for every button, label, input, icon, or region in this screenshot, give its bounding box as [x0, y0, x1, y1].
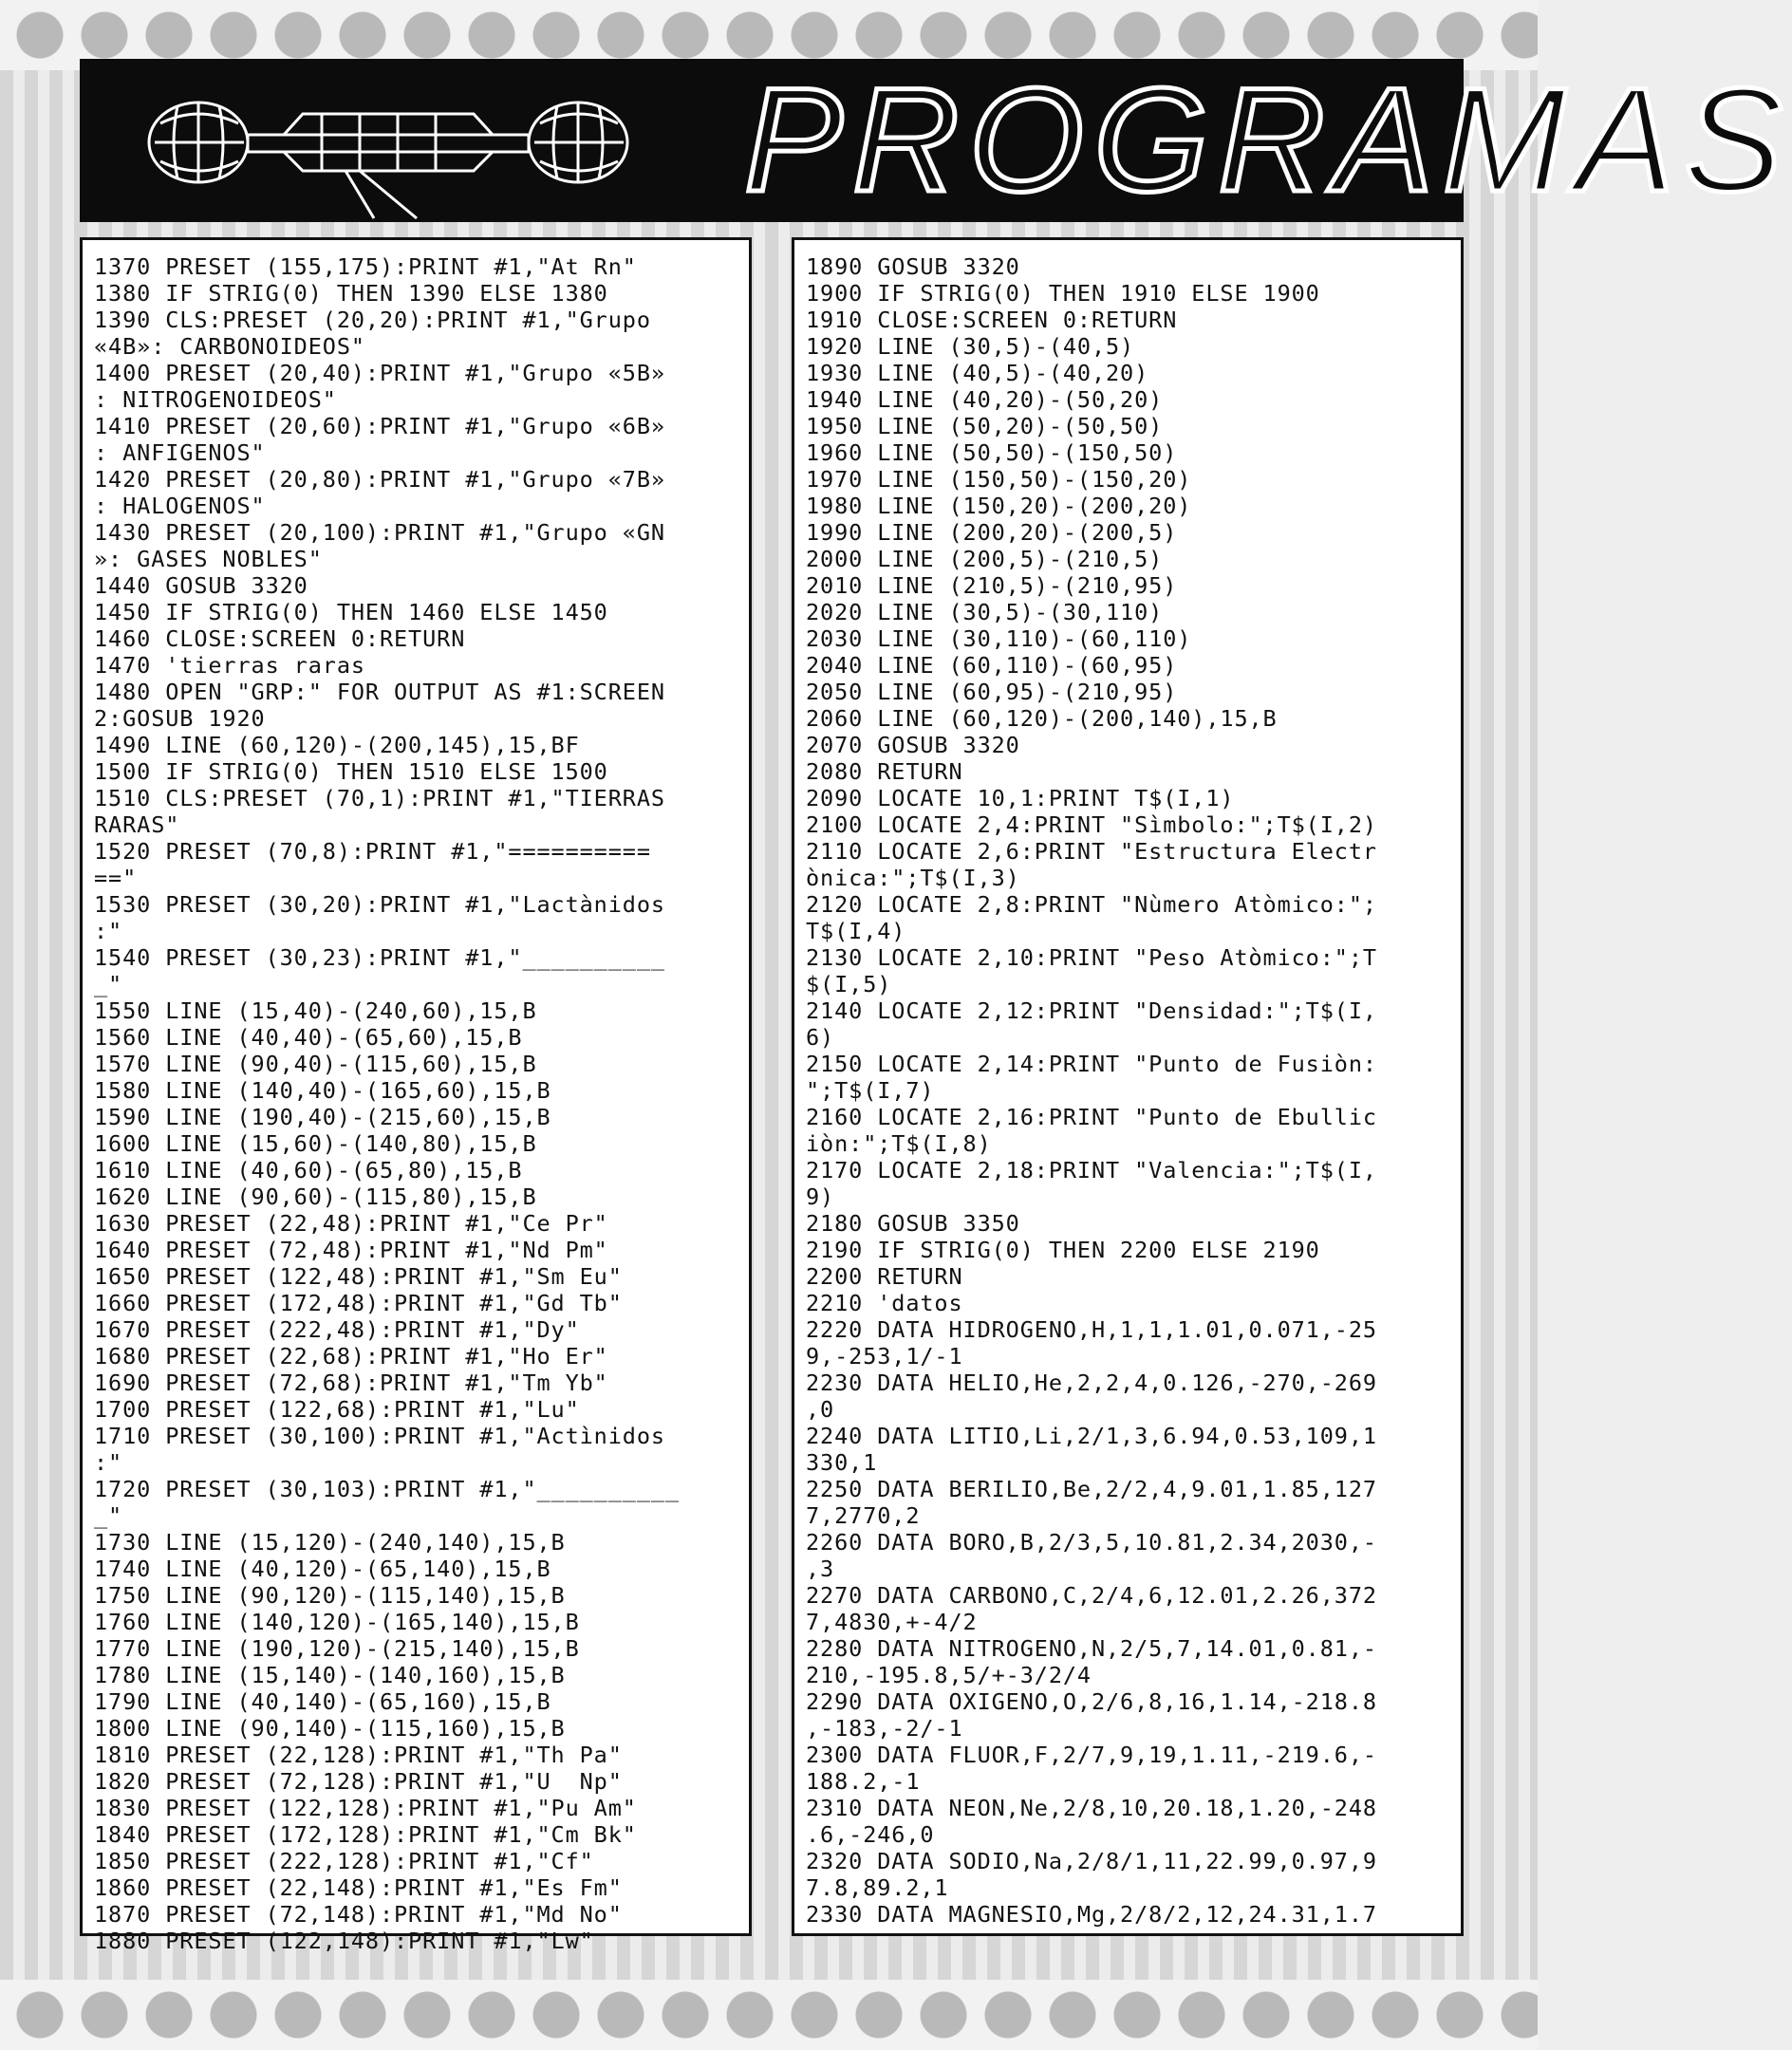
code-line: 1720 PRESET (30,103):PRINT #1,"__________ [94, 1476, 680, 1502]
code-line: 2290 DATA OXIGENO,O,2/6,8,16,1.14,-218.8 [806, 1688, 1377, 1715]
banner-title: PROGRAMAS [744, 58, 1792, 223]
code-line: 2070 GOSUB 3320 [806, 732, 1020, 758]
code-line: 2050 LINE (60,95)-(210,95) [806, 679, 1178, 705]
code-line: 1960 LINE (50,50)-(150,50) [806, 439, 1178, 466]
code-line: 2130 LOCATE 2,10:PRINT "Peso Atòmico:";T [806, 944, 1377, 971]
code-line: 1550 LINE (15,40)-(240,60),15,B [94, 997, 537, 1024]
code-line: 1970 LINE (150,50)-(150,20) [806, 466, 1192, 493]
code-line: 210,-195.8,5/+-3/2/4 [806, 1662, 1092, 1688]
code-line: RARAS" [94, 811, 180, 838]
code-line: 1860 PRESET (22,148):PRINT #1,"Es Fm" [94, 1874, 623, 1901]
code-line: 2220 DATA HIDROGENO,H,1,1,1.01,0.071,-25 [806, 1316, 1377, 1343]
code-line: 1690 PRESET (72,68):PRINT #1,"Tm Yb" [94, 1370, 608, 1396]
code-line: 1480 OPEN "GRP:" FOR OUTPUT AS #1:SCREEN [94, 679, 665, 705]
code-line: :" [94, 918, 123, 944]
code-line: 2150 LOCATE 2,14:PRINT "Punto de Fusiòn: [806, 1051, 1377, 1077]
code-line: 1470 'tierras raras [94, 652, 365, 679]
code-line: ,-183,-2/-1 [806, 1715, 963, 1742]
code-line: 1600 LINE (15,60)-(140,80),15,B [94, 1130, 537, 1157]
listing-column-right [792, 237, 1464, 1936]
code-line: 1700 PRESET (122,68):PRINT #1,"Lu" [94, 1396, 580, 1423]
code-line: 1850 PRESET (222,128):PRINT #1,"Cf" [94, 1848, 594, 1874]
header-banner [80, 58, 1792, 223]
code-line: ,3 [806, 1556, 835, 1582]
code-line: 7.8,89.2,1 [806, 1874, 949, 1901]
code-line: 2310 DATA NEON,Ne,2/8,10,20.18,1.20,-248 [806, 1795, 1377, 1821]
code-line: 1490 LINE (60,120)-(200,145),15,BF [94, 732, 580, 758]
code-line: 2160 LOCATE 2,16:PRINT "Punto de Ebullic [806, 1104, 1377, 1130]
code-line: 330,1 [806, 1449, 878, 1476]
code-line: 1990 LINE (200,20)-(200,5) [806, 519, 1178, 546]
code-line: : ANFIGENOS" [94, 439, 266, 466]
code-line: 9) [806, 1183, 835, 1210]
code-line: 1410 PRESET (20,60):PRINT #1,"Grupo «6B» [94, 413, 665, 439]
code-line: 2080 RETURN [806, 758, 963, 785]
code-line: 2040 LINE (60,110)-(60,95) [806, 652, 1178, 679]
code-line: 1440 GOSUB 3320 [94, 572, 308, 599]
code-line: 2330 DATA MAGNESIO,Mg,2/8/2,12,24.31,1.7 [806, 1901, 1377, 1928]
code-line: 2020 LINE (30,5)-(30,110) [806, 599, 1164, 625]
code-line: 1460 CLOSE:SCREEN 0:RETURN [94, 625, 466, 652]
code-line: 1680 PRESET (22,68):PRINT #1,"Ho Er" [94, 1343, 608, 1370]
code-line: 1840 PRESET (172,128):PRINT #1,"Cm Bk" [94, 1821, 637, 1848]
code-line: 7,4830,+-4/2 [806, 1609, 978, 1635]
code-line: 1740 LINE (40,120)-(65,140),15,B [94, 1556, 551, 1582]
code-line: 1710 PRESET (30,100):PRINT #1,"Actìnidos [94, 1423, 665, 1449]
code-line: 1890 GOSUB 3320 [806, 253, 1020, 280]
code-line: 2140 LOCATE 2,12:PRINT "Densidad:";T$(I, [806, 997, 1377, 1024]
code-line: 2180 GOSUB 3350 [806, 1210, 1020, 1237]
code-line: 2030 LINE (30,110)-(60,110) [806, 625, 1192, 652]
code-line: 188.2,-1 [806, 1768, 921, 1795]
code-line: 1750 LINE (90,120)-(115,140),15,B [94, 1582, 566, 1609]
code-line: 1630 PRESET (22,48):PRINT #1,"Ce Pr" [94, 1210, 608, 1237]
dot-border-bottom [0, 1980, 1538, 2050]
code-line: 1790 LINE (40,140)-(65,160),15,B [94, 1688, 551, 1715]
code-line: 1520 PRESET (70,8):PRINT #1,"========== [94, 838, 651, 865]
code-line: 2090 LOCATE 10,1:PRINT T$(I,1) [806, 785, 1235, 811]
code-line: 2110 LOCATE 2,6:PRINT "Estructura Electr [806, 838, 1377, 865]
code-line: 2170 LOCATE 2,18:PRINT "Valencia:";T$(I, [806, 1157, 1377, 1183]
code-line: 2100 LOCATE 2,4:PRINT "Sìmbolo:";T$(I,2) [806, 811, 1377, 838]
code-line: 1900 IF STRIG(0) THEN 1910 ELSE 1900 [806, 280, 1320, 307]
code-line: 2010 LINE (210,5)-(210,95) [806, 572, 1178, 599]
code-line: 1820 PRESET (72,128):PRINT #1,"U Np" [94, 1768, 623, 1795]
code-line: 2060 LINE (60,120)-(200,140),15,B [806, 705, 1278, 732]
code-line: 1540 PRESET (30,23):PRINT #1,"__________ [94, 944, 665, 971]
code-line: T$(I,4) [806, 918, 906, 944]
code-line: 2270 DATA CARBONO,C,2/4,6,12.01,2.26,372 [806, 1582, 1377, 1609]
code-line: 1870 PRESET (72,148):PRINT #1,"Md No" [94, 1901, 623, 1928]
code-line: 1950 LINE (50,20)-(50,50) [806, 413, 1164, 439]
code-line: 1420 PRESET (20,80):PRINT #1,"Grupo «7B» [94, 466, 665, 493]
code-line: 1380 IF STRIG(0) THEN 1390 ELSE 1380 [94, 280, 608, 307]
code-line: 1810 PRESET (22,128):PRINT #1,"Th Pa" [94, 1742, 623, 1768]
code-line: 1800 LINE (90,140)-(115,160),15,B [94, 1715, 566, 1742]
code-line: 2:GOSUB 1920 [94, 705, 266, 732]
code-line: 1500 IF STRIG(0) THEN 1510 ELSE 1500 [94, 758, 608, 785]
code-line: _" [94, 971, 123, 997]
code-line: 2200 RETURN [806, 1263, 963, 1290]
code-line: 1910 CLOSE:SCREEN 0:RETURN [806, 307, 1178, 333]
code-line: 1400 PRESET (20,40):PRINT #1,"Grupo «5B» [94, 360, 665, 386]
code-line: 2210 'datos [806, 1290, 963, 1316]
code-line: ,0 [806, 1396, 835, 1423]
code-line: 2240 DATA LITIO,Li,2/1,3,6.94,0.53,109,1 [806, 1423, 1377, 1449]
code-line: »: GASES NOBLES" [94, 546, 323, 572]
code-line: 1920 LINE (30,5)-(40,5) [806, 333, 1135, 360]
code-line: 9,-253,1/-1 [806, 1343, 963, 1370]
code-line: 1730 LINE (15,120)-(240,140),15,B [94, 1529, 566, 1556]
code-line: 1830 PRESET (122,128):PRINT #1,"Pu Am" [94, 1795, 637, 1821]
code-line: _" [94, 1502, 123, 1529]
code-line: 1580 LINE (140,40)-(165,60),15,B [94, 1077, 551, 1104]
code-line: 1370 PRESET (155,175):PRINT #1,"At Rn" [94, 253, 637, 280]
code-line: 1670 PRESET (222,48):PRINT #1,"Dy" [94, 1316, 580, 1343]
code-line: 1880 PRESET (122,148):PRINT #1,"Lw" [94, 1928, 594, 1954]
code-line: 1780 LINE (15,140)-(140,160),15,B [94, 1662, 566, 1688]
code-line: 1640 PRESET (72,48):PRINT #1,"Nd Pm" [94, 1237, 608, 1263]
code-line: 1760 LINE (140,120)-(165,140),15,B [94, 1609, 580, 1635]
code-line: 2280 DATA NITROGENO,N,2/5,7,14.01,0.81,- [806, 1635, 1377, 1662]
code-line: ònica:";T$(I,3) [806, 865, 1020, 891]
code-line: : NITROGENOIDEOS" [94, 386, 337, 413]
code-line: 1560 LINE (40,40)-(65,60),15,B [94, 1024, 523, 1051]
code-line: 7,2770,2 [806, 1502, 921, 1529]
code-line: «4B»: CARBONOIDEOS" [94, 333, 365, 360]
code-line: :" [94, 1449, 123, 1476]
code-line: 2260 DATA BORO,B,2/3,5,10.81,2.34,2030,- [806, 1529, 1377, 1556]
code-line: 2000 LINE (200,5)-(210,5) [806, 546, 1164, 572]
code-line: 2320 DATA SODIO,Na,2/8/1,11,22.99,0.97,9 [806, 1848, 1377, 1874]
code-line: iòn:";T$(I,8) [806, 1130, 992, 1157]
code-line: 1650 PRESET (122,48):PRINT #1,"Sm Eu" [94, 1263, 623, 1290]
code-line: 1430 PRESET (20,100):PRINT #1,"Grupo «GN [94, 519, 665, 546]
code-line: 2190 IF STRIG(0) THEN 2200 ELSE 2190 [806, 1237, 1320, 1263]
code-line: ";T$(I,7) [806, 1077, 935, 1104]
code-line: 1980 LINE (150,20)-(200,20) [806, 493, 1192, 519]
code-line: 1940 LINE (40,20)-(50,20) [806, 386, 1164, 413]
code-line: 6) [806, 1024, 835, 1051]
code-line: : HALOGENOS" [94, 493, 266, 519]
code-line: 2120 LOCATE 2,8:PRINT "Nùmero Atòmico:"; [806, 891, 1377, 918]
code-line: 1660 PRESET (172,48):PRINT #1,"Gd Tb" [94, 1290, 623, 1316]
code-line: 1510 CLS:PRESET (70,1):PRINT #1,"TIERRAS [94, 785, 665, 811]
code-line: 1930 LINE (40,5)-(40,20) [806, 360, 1149, 386]
code-line: 1770 LINE (190,120)-(215,140),15,B [94, 1635, 580, 1662]
code-line: 2300 DATA FLUOR,F,2/7,9,19,1.11,-219.6,- [806, 1742, 1377, 1768]
code-line: $(I,5) [806, 971, 892, 997]
code-line: 1620 LINE (90,60)-(115,80),15,B [94, 1183, 537, 1210]
code-line: 1570 LINE (90,40)-(115,60),15,B [94, 1051, 537, 1077]
spaceship-icon [132, 76, 663, 218]
code-line: 1610 LINE (40,60)-(65,80),15,B [94, 1157, 523, 1183]
code-line: 1450 IF STRIG(0) THEN 1460 ELSE 1450 [94, 599, 608, 625]
listing-column-left [80, 237, 752, 1954]
code-line: 2250 DATA BERILIO,Be,2/2,4,9.01,1.85,127 [806, 1476, 1377, 1502]
code-line: 2230 DATA HELIO,He,2,2,4,0.126,-270,-269 [806, 1370, 1377, 1396]
code-line: 1390 CLS:PRESET (20,20):PRINT #1,"Grupo [94, 307, 651, 333]
code-line: 1590 LINE (190,40)-(215,60),15,B [94, 1104, 551, 1130]
code-line: .6,-246,0 [806, 1821, 935, 1848]
code-line: 1530 PRESET (30,20):PRINT #1,"Lactànidos [94, 891, 665, 918]
code-line: ==" [94, 865, 138, 891]
